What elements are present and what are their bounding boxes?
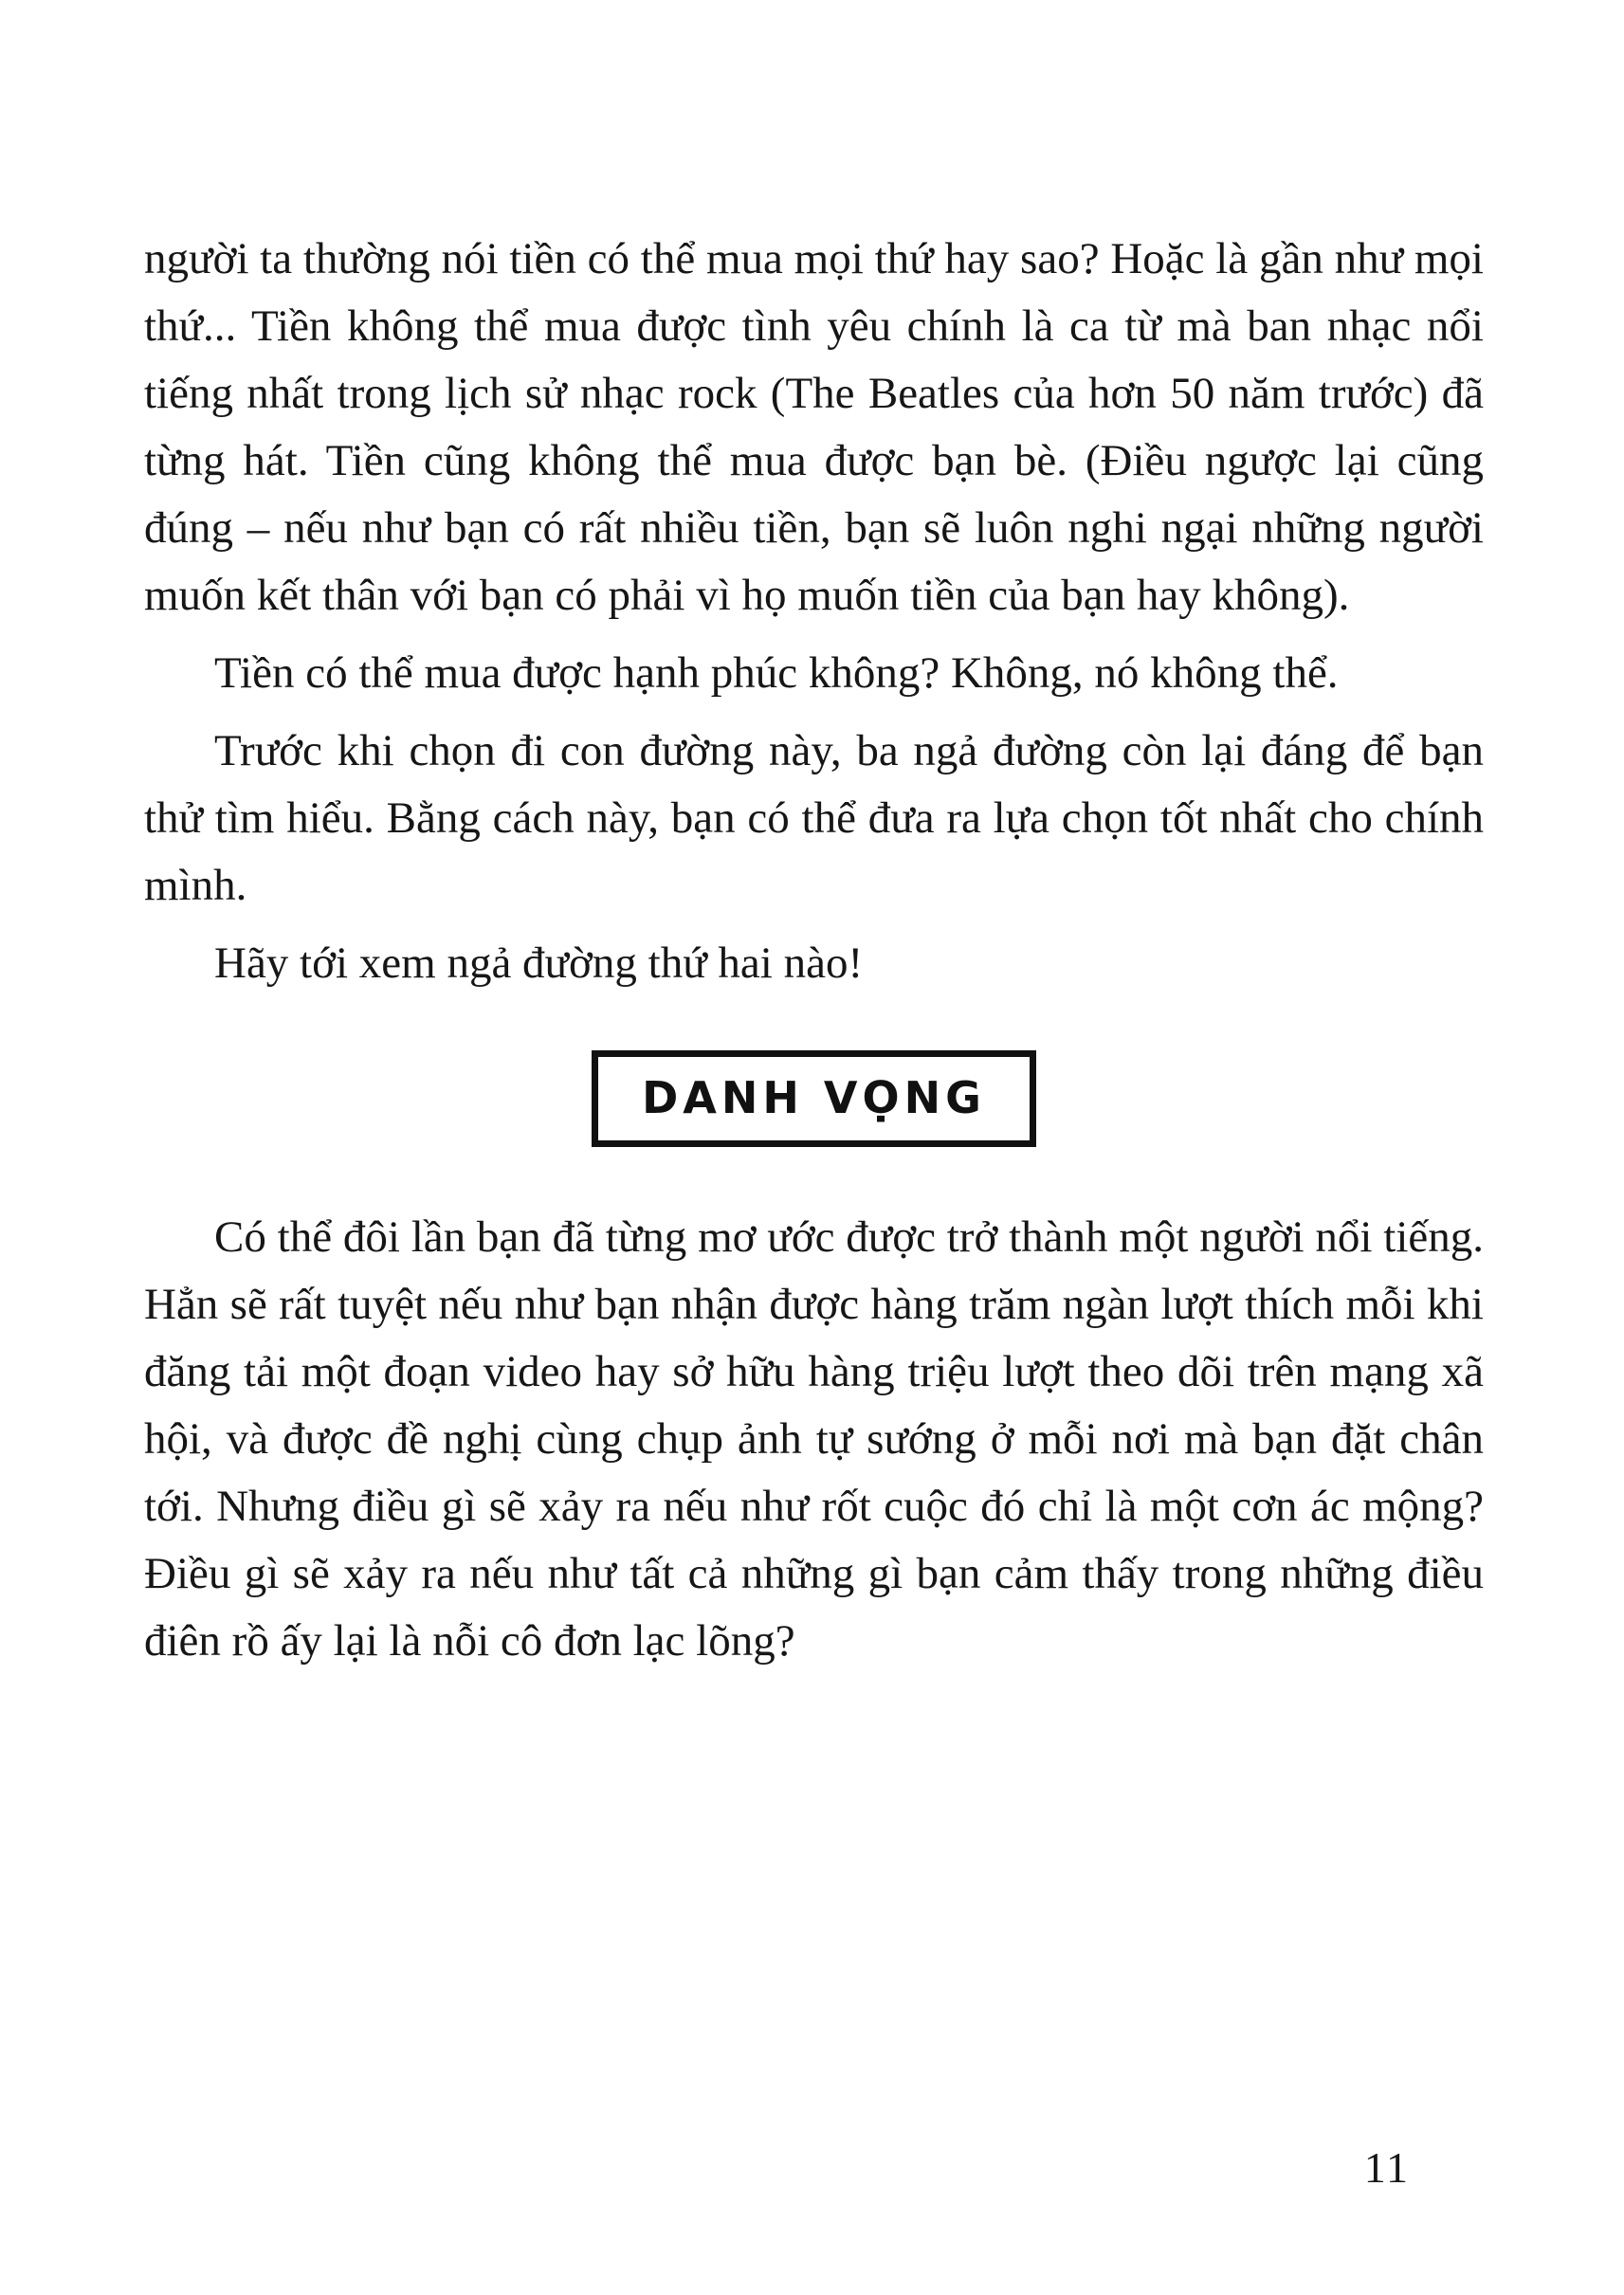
- text-block: [144, 226, 1484, 1685]
- section-heading: DANH VỌNG: [642, 1072, 986, 1123]
- page-number: 11: [1363, 2143, 1410, 2192]
- paragraph: Hãy tới xem ngả đường thứ hai nào!: [214, 938, 864, 988]
- paragraph: Trước khi chọn đi con đường này, ba ngả đường còn lại đáng để bạn thử tìm hiểu. Bằng cách này, bạn có thể đưa ra lựa chọn tốt nhất cho chính mình.: [144, 726, 1484, 910]
- paragraph: người ta thường nói tiền có thể mua mọi thứ hay sao? Hoặc là gần như mọi thứ... Tiền không thể mua được tình yêu chính là ca từ mà ban nhạc nổi tiếng nhất trong lịch sử nhạc rock (The Beatles của hơn 50 năm trước) đã từng hát. Tiền cũng không thể mua được bạn bè. (Điều ngược lại cũng đúng – nếu như bạn có rất nhiều tiền, bạn sẽ luôn nghi ngại những người muốn kết thân với bạn có phải vì họ muốn tiền của bạn hay không).: [144, 234, 1484, 620]
- section-heading-wrap: [144, 1050, 1484, 1147]
- paragraph: Tiền có thể mua được hạnh phúc không? Không, nó không thể.: [214, 648, 1339, 698]
- section-heading-box: [592, 1050, 1036, 1147]
- paragraph: Có thể đôi lần bạn đã từng mơ ước được trở thành một người nổi tiếng. Hẳn sẽ rất tuyệt nếu như bạn nhận được hàng trăm ngàn lượt thích mỗi khi đăng tải một đoạn video hay sở hữu hàng triệu lượt theo dõi trên mạng xã hội, và được đề nghị cùng chụp ảnh tự sướng ở mỗi nơi mà bạn đặt chân tới. Nhưng điều gì sẽ xảy ra nếu như rốt cuộc đó chỉ là một cơn ác mộng? Điều gì sẽ xảy ra nếu như tất cả những gì bạn cảm thấy trong những điều điên rồ ấy lại là nỗi cô đơn lạc lõng?: [144, 1212, 1484, 1666]
